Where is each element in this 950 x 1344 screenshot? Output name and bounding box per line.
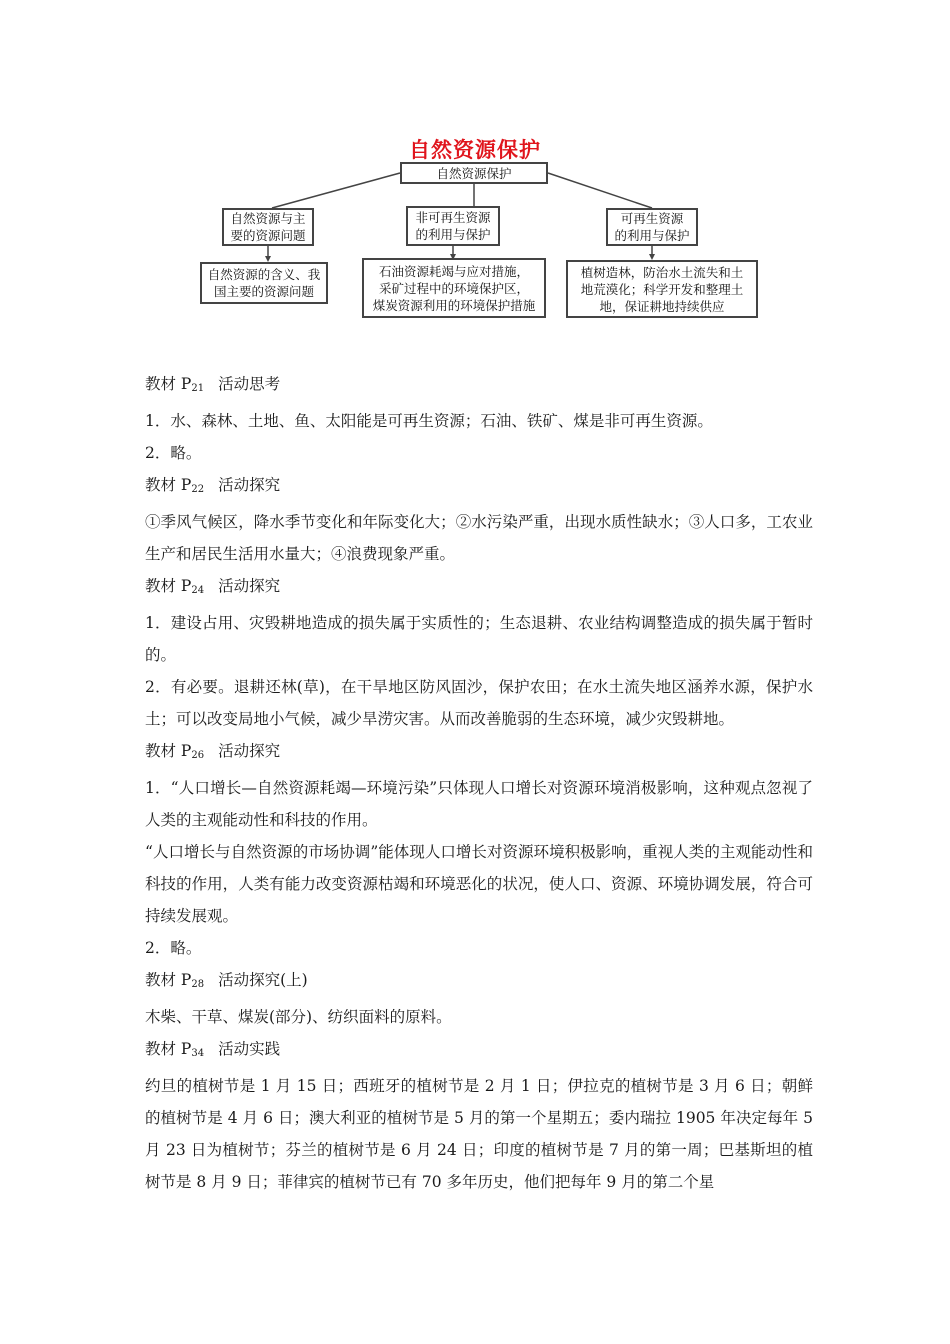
- concept-diagram: [0, 0, 950, 330]
- branch-node-renewable: [606, 208, 698, 246]
- section-heading: 教材 P22 活动探究: [145, 476, 281, 495]
- branch-label-resources: 自然资源与主 要的资源问题: [230, 211, 306, 243]
- branch-node-nonrenewable: [406, 206, 500, 246]
- page-number: 34: [191, 1048, 205, 1059]
- branch-node-resources: [222, 208, 314, 246]
- section-heading: 教材 P21 活动思考: [145, 375, 281, 394]
- answer-paragraph: “人口增长与自然资源的市场协调”能体现人口增长对资源环境积极影响，重视人类的主观能动性和科技的作用，人类有能力改变资源枯竭和环境恶化的状况，使人口、资源、环境协调发展，符合可持续发展观。: [145, 843, 813, 925]
- detail-label-nonrenewable: 石油资源耗竭与应对措施， 采矿过程中的环境保护区， 煤炭资源利用的环境保护措施: [372, 263, 536, 313]
- answer-paragraph: 2．略。: [145, 444, 202, 462]
- connector-left: [272, 173, 400, 208]
- root-node: [400, 162, 548, 184]
- branch-label-nonrenewable: 非可再生资源 的利用与保护: [415, 210, 491, 242]
- answer-paragraph: ①季风气候区，降水季节变化和年际变化大；②水污染严重，出现水质性缺水；③人口多，工农业生产和居民生活用水量大；④浪费现象严重。: [145, 513, 813, 563]
- branch-label-renewable: 可再生资源 的利用与保护: [614, 211, 690, 243]
- section-heading: 教材 P34 活动实践: [145, 1040, 281, 1059]
- connector-right: [548, 173, 652, 208]
- diagram-title: 自然资源保护: [409, 138, 541, 162]
- answer-paragraph: 2．有必要。退耕还林(草)，在干旱地区防风固沙，保护农田；在水土流失地区涵养水源，保护水土；可以改变局地小气候，减少旱涝灾害。从而改善脆弱的生态环境，减少灾毁耕地。: [145, 678, 813, 728]
- page-number: 28: [191, 979, 205, 990]
- detail-label-renewable: 植树造林，防治水土流失和土 地荒漠化；科学开发和整理土 地，保证耕地持续供应: [580, 264, 744, 314]
- answer-paragraph: 1．“人口增长—自然资源耗竭—环境污染”只体现人口增长对资源环境消极影响，这种观点忽视了人类的主观能动性和科技的作用。: [145, 779, 813, 829]
- answer-paragraph: 木柴、干草、煤炭(部分)、纺织面料的原料。: [145, 1008, 452, 1026]
- answer-paragraph: 1．水、森林、土地、鱼、太阳能是可再生资源；石油、铁矿、煤是非可再生资源。: [145, 412, 713, 430]
- answer-paragraph: 2．略。: [145, 939, 202, 957]
- detail-node-renewable: [566, 260, 758, 318]
- section-heading: 教材 P28 活动探究(上): [145, 971, 308, 990]
- page-number: 26: [191, 750, 205, 761]
- detail-label-resources: 自然资源的含义、我 国主要的资源问题: [207, 267, 321, 299]
- detail-node-nonrenewable: [362, 258, 546, 318]
- root-node-label: 自然资源保护: [436, 165, 512, 181]
- section-heading: 教材 P24 活动探究: [145, 577, 281, 596]
- answer-paragraph: 约旦的植树节是 1 月 15 日；西班牙的植树节是 2 月 1 日；伊拉克的植树节是 3 月 6 日；朝鲜的植树节是 4 月 6 日；澳大利亚的植树节是 5 月的第一个星期五；委内瑞拉 1905 年决定每年 5 月 23 日为植树节；芬兰的植树节是 6 月 24 日；印度的植树节是 7 月的第一周；巴基斯坦的植树节是 8 月 9 日；菲律宾的植树节已有 70 多年历史，他们把每年 9 月的第二个星: [145, 1077, 813, 1191]
- answer-content: [145, 368, 813, 1198]
- page-number: 24: [191, 585, 205, 596]
- page-number: 21: [191, 383, 205, 394]
- section-heading: 教材 P26 活动探究: [145, 742, 281, 761]
- answer-paragraph: 1．建设占用、灾毁耕地造成的损失属于实质性的；生态退耕、农业结构调整造成的损失属于暂时的。: [145, 614, 813, 664]
- detail-node-resources: [200, 262, 328, 304]
- page-number: 22: [191, 484, 205, 495]
